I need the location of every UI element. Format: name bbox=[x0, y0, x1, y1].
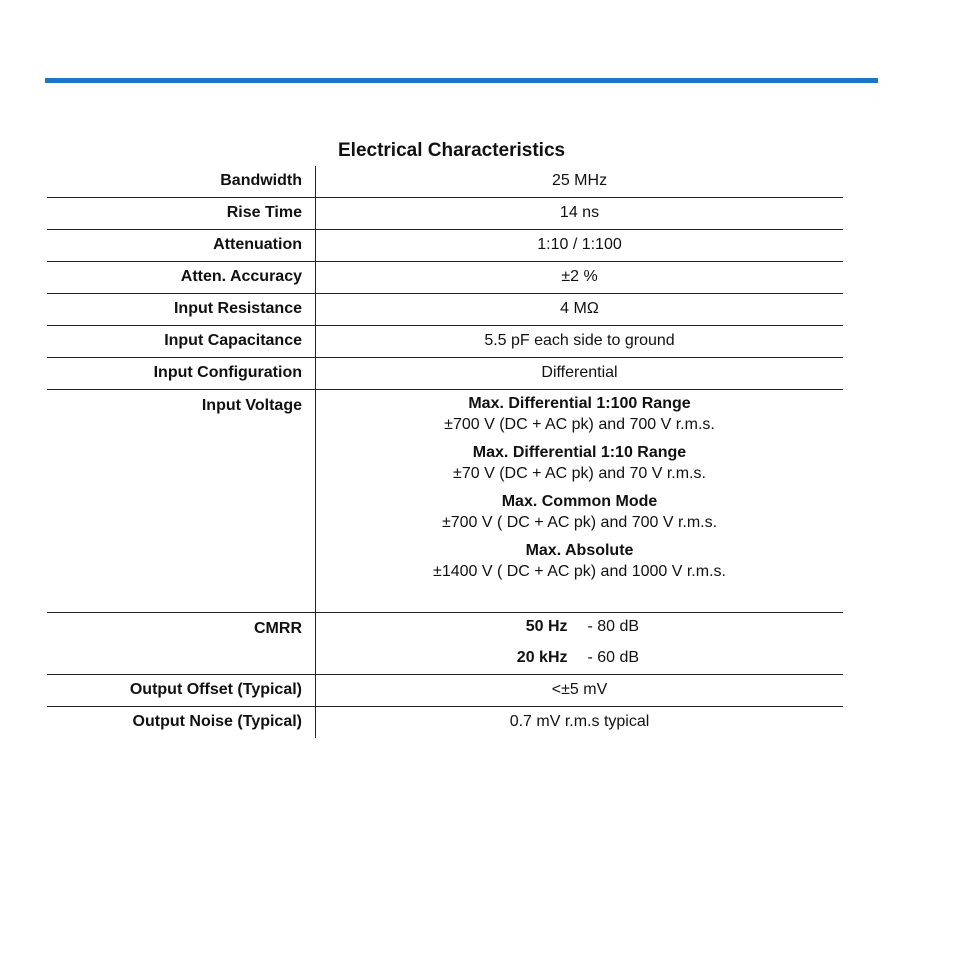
table-title: Electrical Characteristics bbox=[338, 140, 566, 161]
spec-label: Input Voltage bbox=[47, 390, 316, 612]
spec-value: 0.7 mV r.m.s typical bbox=[509, 713, 650, 730]
spec-value: Differential bbox=[541, 364, 618, 381]
spec-value: <±5 mV bbox=[551, 681, 608, 698]
spec-row-atten-accuracy bbox=[47, 262, 843, 294]
spec-row-input-configuration bbox=[47, 358, 843, 390]
spec-label: CMRR bbox=[47, 613, 316, 674]
cmrr-value: - 80 dB bbox=[587, 618, 640, 635]
spec-value: 14 ns bbox=[559, 204, 600, 221]
spec-row-output-offset bbox=[47, 675, 843, 707]
spec-label: Output Offset (Typical) bbox=[47, 675, 316, 706]
cmrr-frequency: 50 Hz bbox=[525, 618, 568, 635]
spec-label: Atten. Accuracy bbox=[47, 262, 316, 293]
spec-value: 5.5 pF each side to ground bbox=[484, 332, 675, 349]
voltage-heading: Max. Differential 1:10 Range bbox=[472, 444, 687, 461]
voltage-text: ±700 V ( DC + AC pk) and 700 V r.m.s. bbox=[441, 514, 718, 531]
spec-row-rise-time bbox=[47, 198, 843, 230]
spec-label: Output Noise (Typical) bbox=[47, 707, 316, 738]
spec-row-output-noise bbox=[47, 707, 843, 738]
spec-row-bandwidth bbox=[47, 166, 843, 198]
spec-row-attenuation bbox=[47, 230, 843, 262]
voltage-text: ±700 V (DC + AC pk) and 700 V r.m.s. bbox=[444, 416, 715, 433]
cmrr-line bbox=[316, 617, 843, 648]
cmrr-values bbox=[316, 613, 843, 674]
spec-value: 25 MHz bbox=[551, 172, 608, 189]
spec-row-cmrr bbox=[47, 613, 843, 675]
spec-label: Bandwidth bbox=[47, 166, 316, 197]
voltage-heading: Max. Differential 1:100 Range bbox=[468, 395, 691, 412]
voltage-block bbox=[316, 443, 843, 486]
spec-label: Rise Time bbox=[47, 198, 316, 229]
voltage-heading: Max. Absolute bbox=[525, 542, 634, 559]
input-voltage-values bbox=[316, 390, 843, 612]
cmrr-frequency: 20 kHz bbox=[516, 649, 568, 666]
spec-label: Input Configuration bbox=[47, 358, 316, 389]
voltage-block bbox=[316, 541, 843, 584]
spec-value: ±2 % bbox=[561, 268, 598, 285]
voltage-heading: Max. Common Mode bbox=[501, 493, 658, 510]
spec-row-input-capacitance bbox=[47, 326, 843, 358]
spec-row-input-voltage bbox=[47, 390, 843, 613]
voltage-text: ±1400 V ( DC + AC pk) and 1000 V r.m.s. bbox=[433, 563, 726, 580]
spec-label: Attenuation bbox=[47, 230, 316, 261]
spec-label: Input Capacitance bbox=[47, 326, 316, 357]
spec-value: 4 MΩ bbox=[560, 300, 599, 317]
voltage-block bbox=[316, 492, 843, 535]
voltage-block bbox=[316, 394, 843, 437]
cmrr-value: - 60 dB bbox=[587, 649, 640, 666]
spec-row-input-resistance bbox=[47, 294, 843, 326]
spec-value: 1:10 / 1:100 bbox=[537, 236, 622, 253]
voltage-text: ±70 V (DC + AC pk) and 70 V r.m.s. bbox=[453, 465, 706, 482]
electrical-characteristics-table bbox=[47, 166, 843, 738]
spec-label: Input Resistance bbox=[47, 294, 316, 325]
header-accent-rule bbox=[45, 78, 878, 83]
